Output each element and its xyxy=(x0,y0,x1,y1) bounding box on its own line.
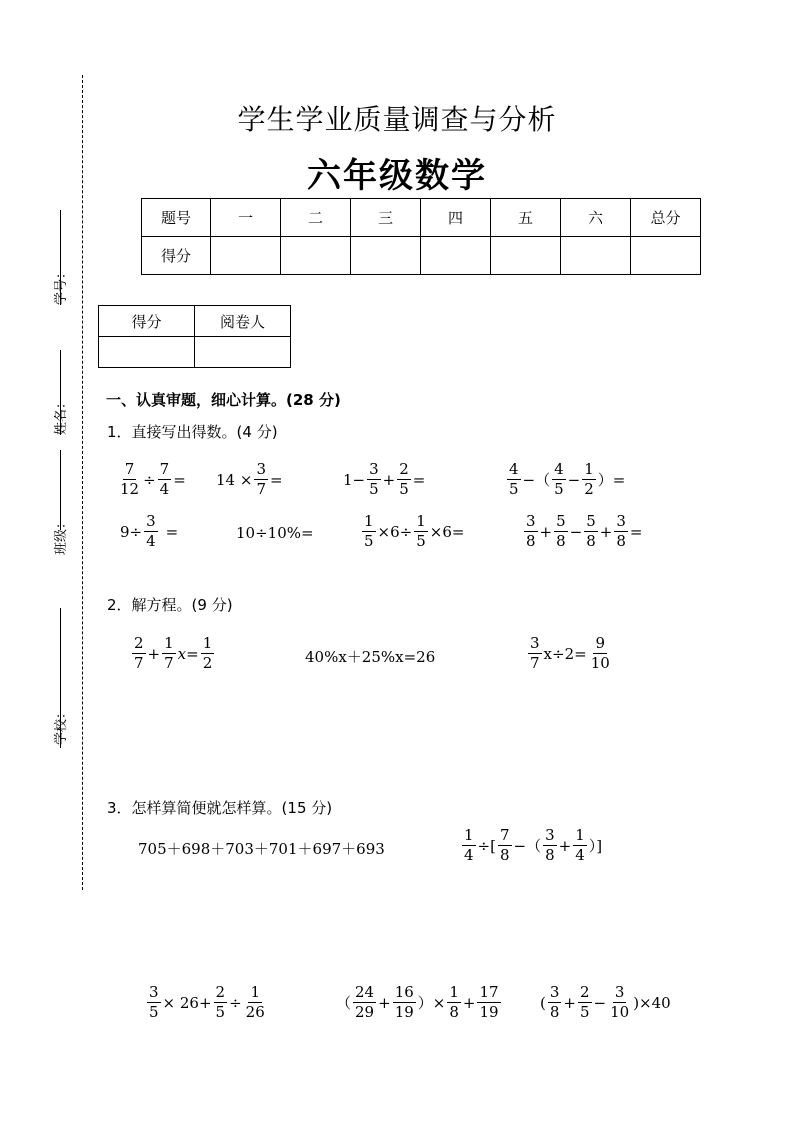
score-table-score-row xyxy=(142,237,701,275)
score-cell: 六 xyxy=(561,199,631,237)
score-cell: 一 xyxy=(211,199,281,237)
question-3-prompt: 3．怎样算简便就怎样算。(15 分) xyxy=(107,799,333,817)
q1-item-b: 14 × $\frac{3}{7}$ = xyxy=(216,460,283,498)
score-input-cell[interactable] xyxy=(351,237,421,275)
class-label: 班级： xyxy=(54,515,69,555)
section-heading: 一、认真审题，细心计算。(28 分) xyxy=(106,391,341,409)
question-1-prompt: 1．直接写出得数。(4 分) xyxy=(107,423,278,441)
q1-item-c: 1− $\frac{3}{5}$ + $\frac{2}{5}$ = xyxy=(343,460,426,498)
q1-item-f: 10÷10%= xyxy=(236,524,314,542)
school-label: 学校： xyxy=(54,705,69,745)
student-id-label: 学号： xyxy=(54,265,69,305)
score-cell: 五 xyxy=(491,199,561,237)
name-label: 姓名： xyxy=(54,395,69,435)
q1-item-d: 4 5 −（ 4 5 − $\frac{1}{2}$ ）= xyxy=(509,460,626,498)
q2-item-b: 40%x＋25%x=26 xyxy=(305,648,436,666)
score-cell: 四 xyxy=(421,199,491,237)
question-2-prompt: 2．解方程。(9 分) xyxy=(107,596,233,614)
q2-item-c: 3 7 x÷2= $\frac{9}{10}$ xyxy=(530,634,610,672)
score-input-cell[interactable] xyxy=(631,237,701,275)
score-input-cell[interactable] xyxy=(561,237,631,275)
document-subtitle: 六年级数学 xyxy=(307,156,487,196)
score-input-cell[interactable] xyxy=(421,237,491,275)
q3-item-c: $\frac{3}{5}$ × 26+ $\frac{2}{5}$ ÷ $\frac{1}{26}$ xyxy=(149,983,265,1021)
document-title: 学生学业质量调查与分析 xyxy=(237,103,557,136)
grader-header-grader: 阅卷人 xyxy=(195,306,291,337)
q2-item-a: 2 7 + $\frac{1}{7}$ x= $\frac{1}{2}$ xyxy=(134,634,213,672)
score-cell: 三 xyxy=(351,199,421,237)
q3-item-a: 705＋698＋703＋701＋697＋693 xyxy=(138,840,385,858)
grader-table xyxy=(98,305,291,368)
score-cell: 二 xyxy=(281,199,351,237)
grader-header-score: 得分 xyxy=(99,306,195,337)
score-table-header-row xyxy=(142,199,701,237)
q1-item-e: 9÷ $\frac{3}{4}$ = xyxy=(120,512,179,550)
grader-score-input[interactable] xyxy=(99,337,195,368)
score-cell: 总分 xyxy=(631,199,701,237)
score-cell: 题号 xyxy=(142,199,211,237)
score-input-cell[interactable] xyxy=(211,237,281,275)
score-table xyxy=(141,198,701,275)
score-input-cell[interactable] xyxy=(491,237,561,275)
q1-item-h: 3 8 + $\frac{5}{8}$ − $\frac{5}{8}$ + $\frac{3}{8}$ = xyxy=(526,512,643,550)
binding-dashed-line xyxy=(82,75,83,890)
grader-name-input[interactable] xyxy=(195,337,291,368)
q3-item-d: （ 24 29 + $\frac{16}{19}$ ）× $\frac{1}{8}$ + $\frac{17}{19}$ xyxy=(336,983,499,1021)
q3-item-e: ( 3 8 + $\frac{2}{5}$ − $\frac{3}{10}$ )×40 xyxy=(540,983,671,1021)
q3-item-b: $\frac{1}{4}$ ÷[ 7 8 −（ 3 8 + $\frac{1}{4}$ ）] xyxy=(464,826,603,864)
q1-item-a: $\frac{7}{12}$ ÷ $\frac{7}{4}$ = xyxy=(120,460,186,498)
q1-item-g: $\frac{1}{5}$ ×6÷ $\frac{1}{5}$ ×6= xyxy=(364,512,465,550)
score-row-label: 得分 xyxy=(142,237,211,275)
score-input-cell[interactable] xyxy=(281,237,351,275)
